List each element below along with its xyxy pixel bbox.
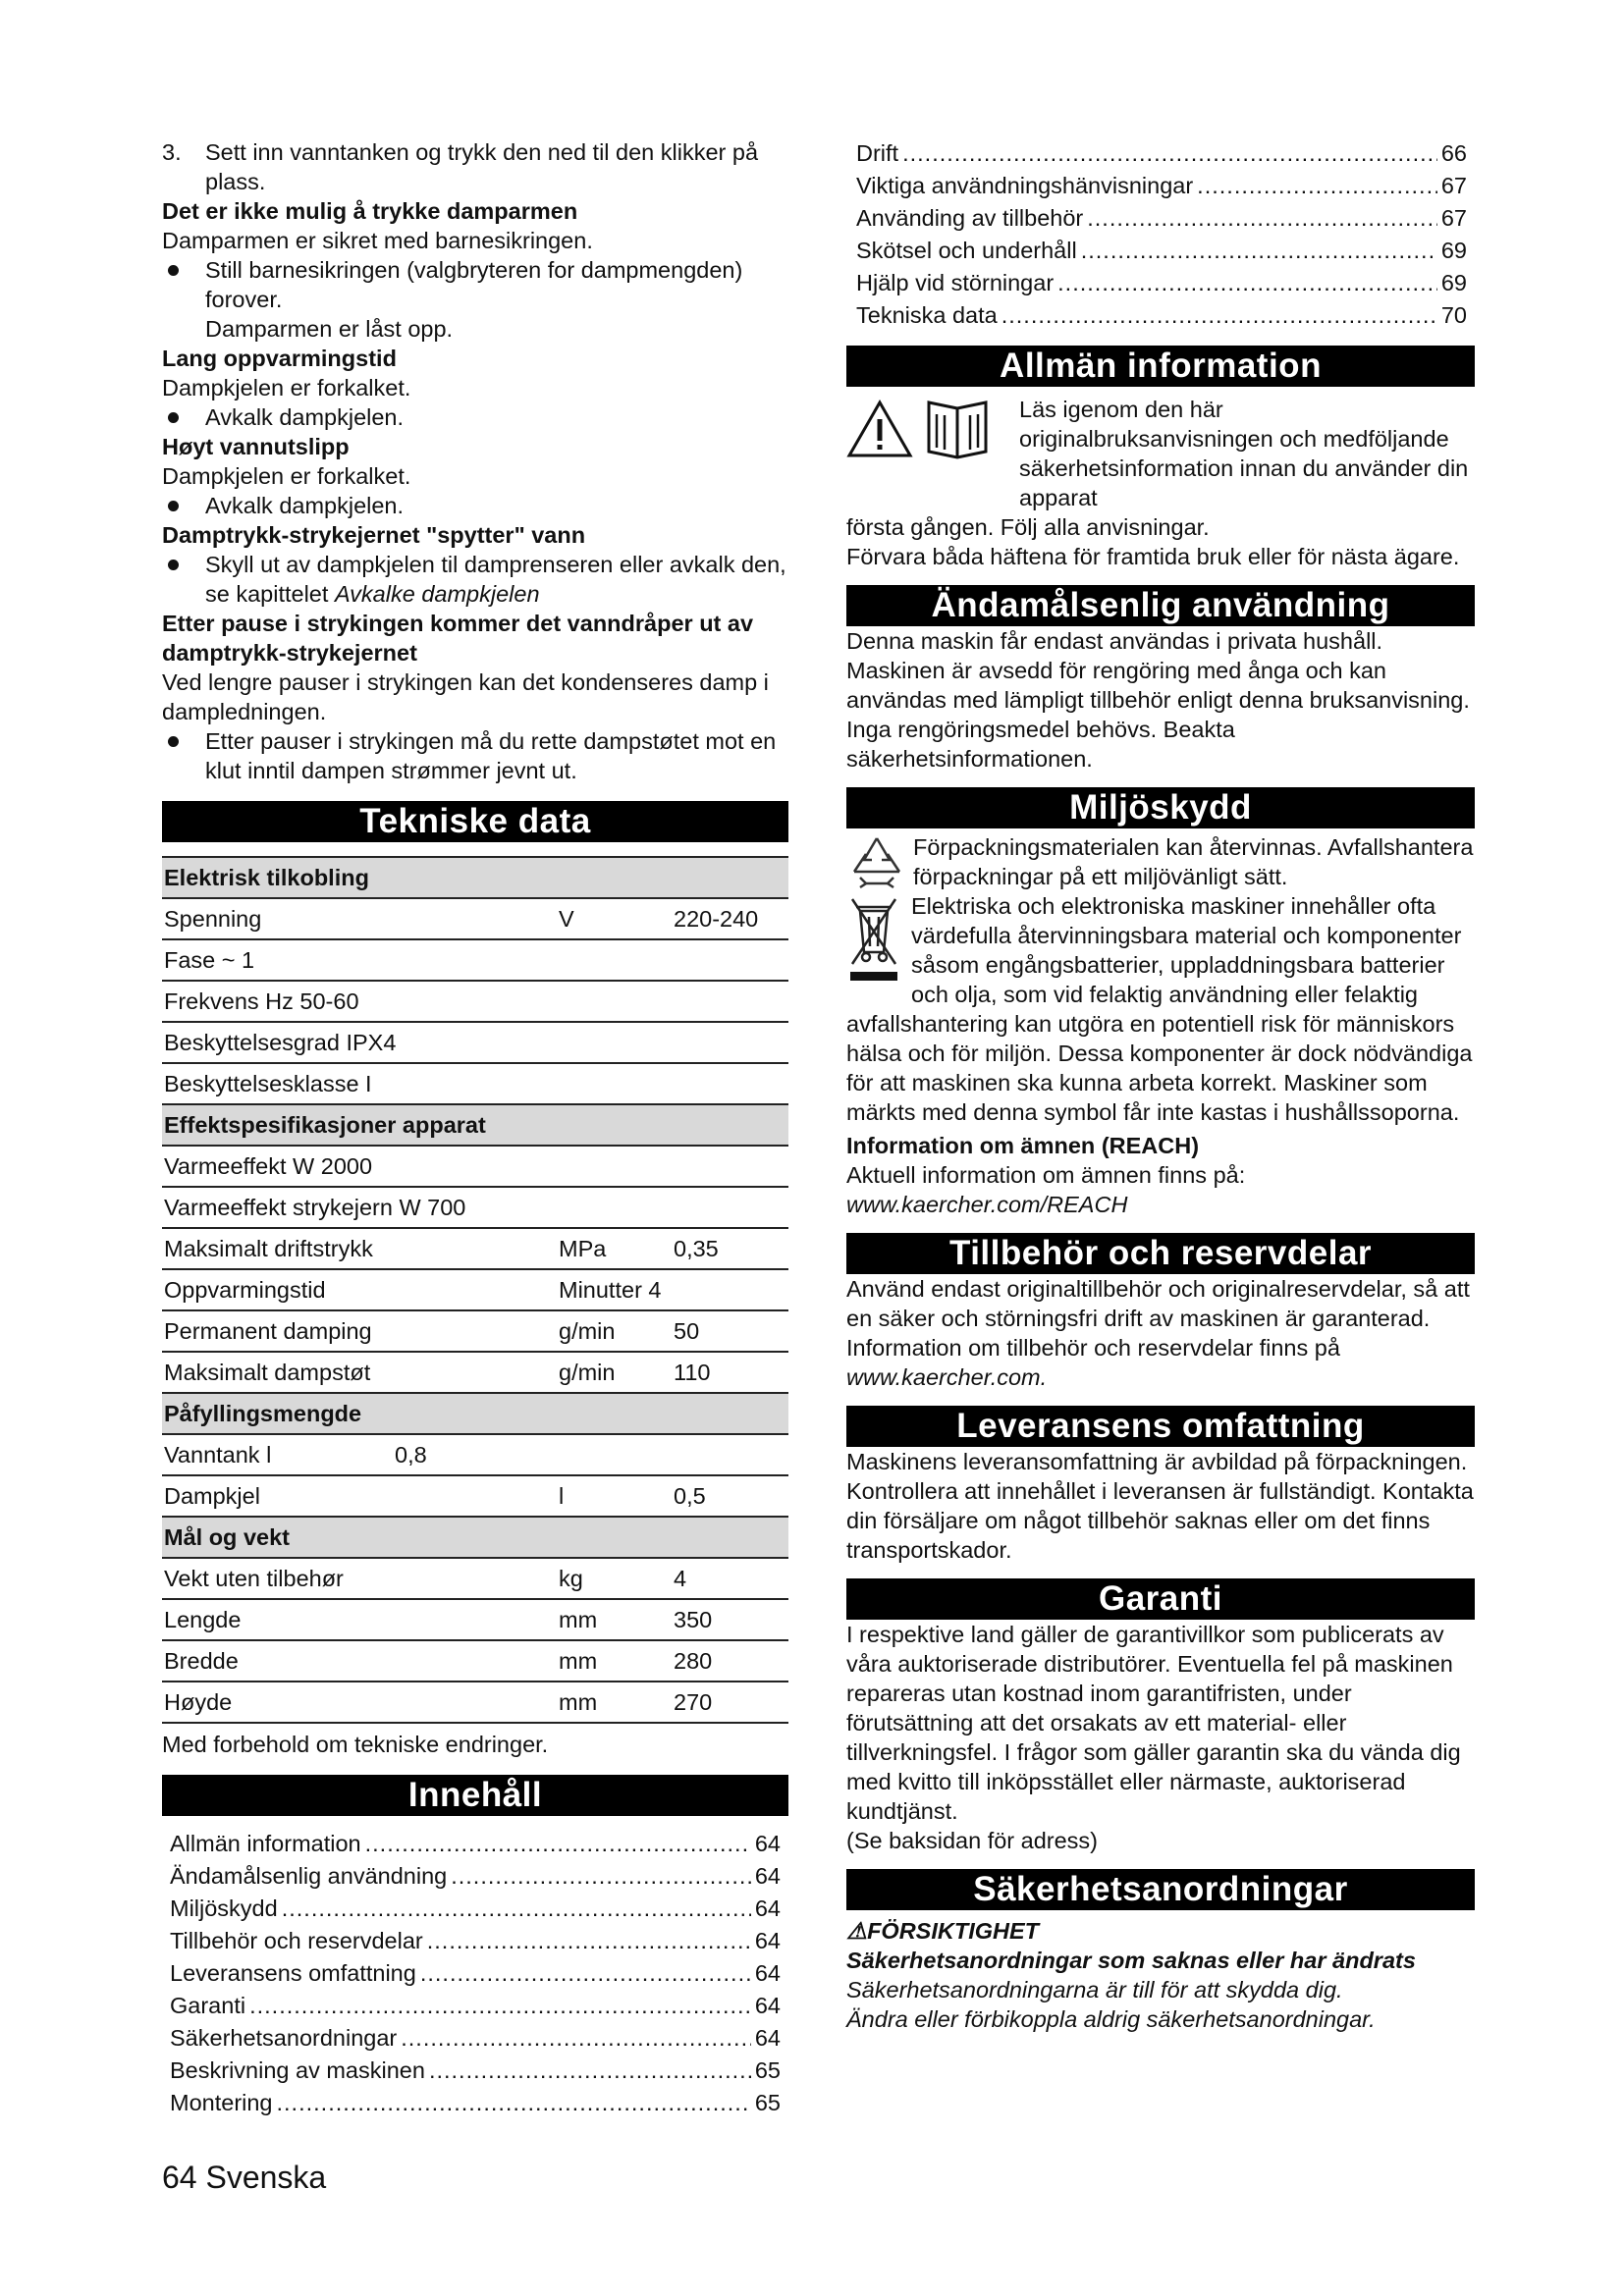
toc-label: Montering: [170, 2090, 273, 2115]
toc-entry[interactable]: [170, 1990, 781, 2022]
toc-leader: [1001, 299, 1437, 332]
accessories-info: Information om tillbehör och reservdelar finns på: [846, 1335, 1340, 1361]
table-row: Beskyttelsesklasse I: [162, 1063, 788, 1104]
toc-label: Beskrivning av maskinen: [170, 2057, 425, 2083]
crossed-bin-icon: [846, 893, 901, 982]
toc-page-number: 64: [754, 1928, 781, 1953]
toc-page-number: 70: [1440, 302, 1467, 328]
tech-note: Med forbehold om tekniske endringer.: [162, 1732, 549, 1757]
notice-icons: [846, 395, 1019, 459]
toc-leader: [1197, 170, 1437, 202]
reach-text: Aktuell information om ämnen finns på: www.kaercher.com/REACH: [846, 1162, 1246, 1217]
toc-page-number: 64: [754, 1896, 781, 1921]
caution-triangle-icon: ⚠: [846, 1918, 868, 1944]
tech-data-table: [162, 856, 788, 1724]
notice-text: Läs igenom den här originalbruksanvisningen och medföljande säkerhetsinformation innan du använder din apparat: [1019, 397, 1469, 510]
reach-heading: Information om ämnen (REACH): [846, 1133, 1200, 1158]
section-title-garanti: Garanti: [846, 1578, 1475, 1620]
chapter-reference: Avkalke dampkjelen: [334, 581, 540, 607]
toc-label: Tillbehör och reservdelar: [170, 1928, 423, 1953]
tech-data-title: Tekniske data: [162, 801, 788, 842]
trouble-remedy: Still barnesikringen (valgbryteren for dampmengden) forover.: [162, 255, 788, 314]
manual-notice: [846, 395, 1475, 512]
toc-entry[interactable]: [170, 1860, 781, 1893]
toc-entry[interactable]: [170, 2087, 781, 2119]
table-row: Dampkjel l 0,5: [162, 1475, 788, 1517]
section-title-leverans: Leveransens omfattning: [846, 1406, 1475, 1447]
toc-page-number: 64: [754, 1863, 781, 1889]
table-row: Lengde mm 350: [162, 1599, 788, 1640]
toc-page-number: 67: [1440, 173, 1467, 198]
left-column: [162, 137, 788, 2119]
safety-text: Ändra eller förbikoppla aldrig säkerhetsanordningar.: [846, 2006, 1376, 2032]
toc-title: Innehåll: [162, 1775, 788, 1816]
safety-heading: Säkerhetsanordningar som saknas eller har ändrats: [846, 1948, 1416, 1973]
section-title-allman: Allmän information: [846, 346, 1475, 387]
toc-entry[interactable]: [170, 2055, 781, 2087]
safety-text: Säkerhetsanordningarna är till för att skydda dig.: [846, 1977, 1343, 2002]
keep-manual-note: Förvara båda häftena för framtida bruk eller för nästa ägare.: [846, 544, 1460, 569]
toc-leader: [902, 137, 1437, 170]
table-row: Frekvens Hz 50-60: [162, 981, 788, 1022]
manual-book-icon: [923, 399, 992, 459]
toc-label: Använding av tillbehör: [856, 205, 1084, 231]
step-3: 3. Sett inn vanntanken og trykk den ned til den klikker på plass.: [162, 139, 759, 194]
toc-page-number: 64: [754, 1831, 781, 1856]
trouble-remedy: Avkalk dampkjelen.: [162, 491, 788, 520]
trouble-cause: Dampkjelen er forkalket.: [162, 375, 411, 400]
trouble-cause: Dampkjelen er forkalket.: [162, 463, 411, 489]
reach-link[interactable]: www.kaercher.com/REACH: [846, 1192, 1128, 1217]
table-section: Mål og vekt: [162, 1517, 788, 1558]
toc-label: Allmän information: [170, 1831, 361, 1856]
table-row: Oppvarmingstid Minutter 4: [162, 1269, 788, 1310]
toc-label: Garanti: [170, 1993, 246, 2018]
toc-leader: [277, 2087, 751, 2119]
table-row: Varmeeffekt W 2000: [162, 1146, 788, 1187]
toc-entry[interactable]: [170, 1828, 781, 1860]
warranty-address-note: (Se baksidan för adress): [846, 1828, 1099, 1853]
delivery-text: Maskinens leveransomfattning är avbildad på förpackningen. Kontrollera att innehållet i leveransen är fullständigt. Kontakta din försäljare om något tillbehör saknas eller om det finns transportskador.: [846, 1449, 1474, 1563]
accessories-text: Använd endast originaltillbehör och originalreservdelar, så att en säker och störningsfri drift av maskinen är garanterad.: [846, 1276, 1470, 1331]
table-row: Høyde mm 270: [162, 1682, 788, 1723]
table-row: Vanntank l 0,8: [162, 1434, 788, 1475]
toc-page-number: 67: [1440, 205, 1467, 231]
toc-leader: [365, 1828, 751, 1860]
table-row: Varmeeffekt strykejern W 700: [162, 1187, 788, 1228]
trouble-heading: Høyt vannutslipp: [162, 434, 350, 459]
table-row: Beskyttelsesgrad IPX4: [162, 1022, 788, 1063]
toc-leader: [427, 1925, 751, 1957]
toc-entry[interactable]: [856, 267, 1467, 299]
toc-label: Skötsel och underhåll: [856, 238, 1077, 263]
weee-text: Elektriska och elektroniska maskiner innehåller ofta värdefulla återvinningsbara material och komponenter såsom engångsbatterier, uppladdningsbara batterier och olja, som vid felaktig användning eller felaktig avfallshantering kan utgöra en potentiell risk för människors hälsa och för miljön. Dessa komponenter är dock nödvändiga för att maskinen ska kunna arbeta korrekt. Maskiner som märkts med denna symbol får inte kastas i hushållssoporna.: [846, 893, 1473, 1125]
toc-entry[interactable]: [856, 137, 1467, 170]
trouble-result: Damparmen er låst opp.: [205, 316, 454, 342]
table-row: Vekt uten tilbehør kg 4: [162, 1558, 788, 1599]
toc-entry[interactable]: [170, 1957, 781, 1990]
toc-entry[interactable]: [856, 235, 1467, 267]
toc-leader: [451, 1860, 751, 1893]
toc-entry[interactable]: [856, 202, 1467, 235]
toc-label: Tekniska data: [856, 302, 998, 328]
recycling-text: Förpackningsmaterialen kan återvinnas. Avfallshantera förpackningar på ett miljövänligt sätt.: [913, 834, 1474, 889]
trouble-remedy: Avkalk dampkjelen.: [162, 402, 788, 432]
section-title-saker: Säkerhetsanordningar: [846, 1869, 1475, 1910]
section-title-miljo: Miljöskydd: [846, 787, 1475, 828]
toc-entry[interactable]: [170, 1925, 781, 1957]
toc-label: Leveransens omfattning: [170, 1960, 416, 1986]
toc-entry[interactable]: [170, 2022, 781, 2055]
toc-leader: [429, 2055, 751, 2087]
toc-page-number: 64: [754, 1960, 781, 1986]
toc-label: Viktiga användningshänvisningar: [856, 173, 1194, 198]
kaercher-link[interactable]: www.kaercher.com.: [846, 1364, 1048, 1390]
toc-label: Ändamålsenlig användning: [170, 1863, 448, 1889]
toc-entry[interactable]: [170, 1893, 781, 1925]
trouble-heading: Lang oppvarmingstid: [162, 346, 397, 371]
section-title-tillbehor: Tillbehör och reservdelar: [846, 1233, 1475, 1274]
table-row: Fase ~ 1: [162, 939, 788, 981]
toc-page-number: 65: [754, 2057, 781, 2083]
trouble-cause: Damparmen er sikret med barnesikringen.: [162, 228, 593, 253]
trouble-remedy: Skyll ut av dampkjelen til damprenseren eller avkalk den, se kapittelet Avkalke dampkjelen: [162, 550, 788, 609]
table-of-contents: [162, 1828, 788, 2119]
recycle-icon: [846, 832, 907, 889]
trouble-cause: Ved lengre pauser i strykingen kan det kondenseres damp i dampledningen.: [162, 669, 769, 724]
toc-entry[interactable]: [856, 299, 1467, 332]
intended-use-text: Denna maskin får endast användas i privata hushåll. Maskinen är avsedd för rengöring med ånga och kan användas med lämpligt tillbehör enligt denna bruksanvisning. Inga rengöringsmedel behövs. Beakta säkerhetsinformationen.: [846, 628, 1470, 772]
right-column: [846, 137, 1475, 2034]
recycling-note: [846, 832, 1475, 891]
toc-page-number: 65: [754, 2090, 781, 2115]
toc-page-number: 69: [1440, 238, 1467, 263]
table-row: Maksimalt driftstrykk MPa 0,35: [162, 1228, 788, 1269]
notice-continued: första gången. Följ alla anvisningar.: [846, 514, 1210, 540]
toc-leader: [249, 1990, 751, 2022]
warranty-text: I respektive land gäller de garantivillkor som publicerats av våra auktoriserade distributörer. Eventuella fel på maskinen repareras utan kostnad inom garantifristen, under förutsättning att det orsakats av ett material- eller tillverkningsfel. I frågor som gäller garantin ska du vända dig med kvitto till inköpsstället eller närmaste, auktoriserad kundtjänst.: [846, 1622, 1461, 1824]
toc-entry[interactable]: [856, 170, 1467, 202]
page-footer: 64 Svenska: [162, 2160, 327, 2195]
toc-label: Säkerhetsanordningar: [170, 2025, 398, 2051]
toc-leader: [1087, 202, 1437, 235]
table-row: Permanent damping g/min 50: [162, 1310, 788, 1352]
table-section: Effektspesifikasjoner apparat: [162, 1104, 788, 1146]
warning-triangle-icon: [846, 400, 913, 458]
toc-label: Drift: [856, 140, 899, 166]
toc-label: Hjälp vid störningar: [856, 270, 1055, 295]
table-section: Påfyllingsmengde: [162, 1393, 788, 1434]
table-row: Bredde mm 280: [162, 1640, 788, 1682]
toc-page-number: 69: [1440, 270, 1467, 295]
caution-label: ⚠FÖRSIKTIGHET: [846, 1918, 1040, 1944]
toc-leader: [1057, 267, 1437, 299]
toc-leader: [282, 1893, 751, 1925]
toc-leader: [401, 2022, 751, 2055]
section-title-andamal: Ändamålsenlig användning: [846, 585, 1475, 626]
toc-leader: [1081, 235, 1437, 267]
table-row: Maksimalt dampstøt g/min 110: [162, 1352, 788, 1393]
table-section: Elektrisk tilkobling: [162, 857, 788, 898]
table-of-contents: [846, 137, 1475, 332]
trouble-heading: Det er ikke mulig å trykke damparmen: [162, 198, 578, 224]
trouble-heading: Etter pause i strykingen kommer det vanndråper ut av damptrykk-strykejernet: [162, 611, 754, 666]
trouble-heading: Damptrykk-strykejernet "spytter" vann: [162, 522, 586, 548]
toc-page-number: 64: [754, 1993, 781, 2018]
toc-page-number: 66: [1440, 140, 1467, 166]
toc-leader: [420, 1957, 751, 1990]
table-row: Spenning V 220-240: [162, 898, 788, 939]
toc-page-number: 64: [754, 2025, 781, 2051]
toc-label: Miljöskydd: [170, 1896, 278, 1921]
trouble-remedy: Etter pauser i strykingen må du rette dampstøtet mot en klut inntil dampen strømmer jevnt ut.: [162, 726, 788, 785]
weee-note: [846, 891, 1475, 1127]
